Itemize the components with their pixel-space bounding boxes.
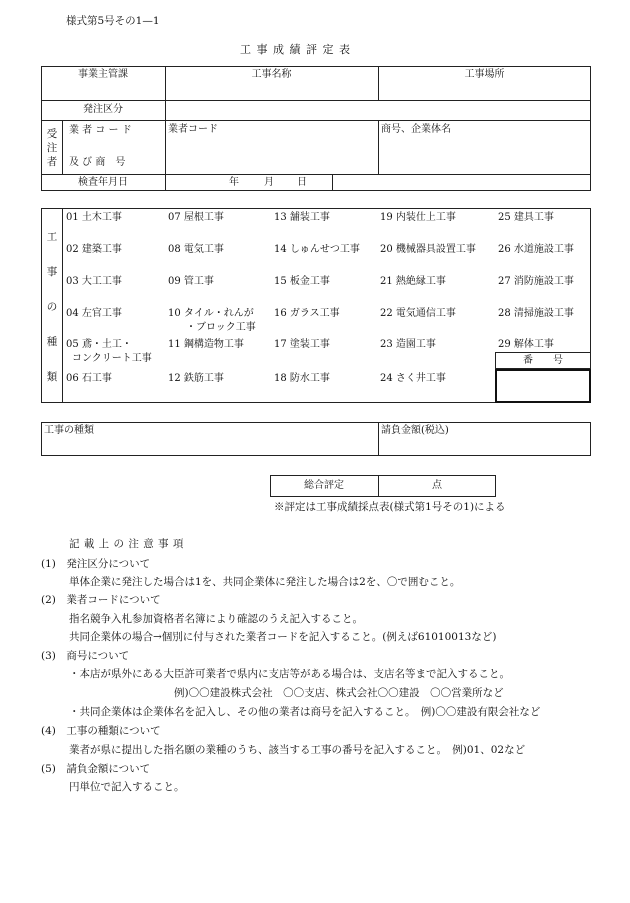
work-item: 28 清掃施設工事 [498, 308, 574, 319]
work-item: 01 土木工事 [66, 212, 122, 223]
work-item: 13 舗装工事 [274, 212, 330, 223]
note-line: 共同企業体の場合→個別に付与された業者コードを記入すること。(例えば61010013など) [69, 631, 497, 643]
inspection-date-label: 検査年月日 [78, 177, 128, 188]
work-item: 15 板金工事 [274, 276, 330, 287]
work-item: 07 屋根工事 [168, 212, 224, 223]
work-item: 14 しゅんせつ工事 [274, 244, 360, 255]
note-line: (4) 工事の種類について [41, 725, 161, 737]
date-month: 月 [264, 177, 274, 188]
date-day: 日 [297, 177, 307, 188]
company-name-field[interactable]: 商号、企業体名 [381, 124, 451, 135]
total-eval-footnote: ※評定は工事成績採点表(様式第1号その1)による [274, 501, 506, 513]
work-item: 06 石工事 [66, 373, 112, 384]
note-line: ・本店が県外にある大臣許可業者で県内に支店等がある場合は、支店名等まで記入すること。 [69, 668, 510, 680]
date-year: 年 [229, 177, 239, 188]
work-item-continuation: コンクリート工事 [72, 353, 152, 364]
contract-amount-label: 請負金額(税込) [381, 425, 449, 436]
note-line: (2) 業者コードについて [41, 594, 161, 606]
work-item: 08 電気工事 [168, 244, 224, 255]
note-line: 円単位で記入すること。 [69, 781, 185, 793]
work-item: 26 水道施設工事 [498, 244, 574, 255]
note-line: (1) 発注区分について [41, 558, 151, 570]
note-line: 業者が県に提出した指名願の業種のうち、該当する工事の番号を記入すること。 例)01、02など [69, 744, 526, 756]
work-item: 24 さく井工事 [380, 373, 446, 384]
work-item: 18 防水工事 [274, 373, 330, 384]
note-line: 指名競争入札参加資格者名簿により確認のうえ記入すること。 [69, 613, 363, 625]
total-eval-label: 総合評定 [304, 480, 344, 491]
number-input[interactable] [495, 369, 591, 403]
work-item: 03 大工工事 [66, 276, 122, 287]
work-item: 04 左官工事 [66, 308, 122, 319]
work-item: 20 機械器具設置工事 [380, 244, 476, 255]
order-type-label: 発注区分 [83, 104, 123, 115]
notes-heading: 記 載 上 の 注 意 事 項 [69, 538, 184, 550]
work-item: 05 鳶・土工・ [66, 339, 132, 350]
note-line: (5) 請負金額について [41, 763, 151, 775]
note-line: 例)〇〇建設株式会社 〇〇支店、株式会社〇〇建設 〇〇営業所など [174, 687, 504, 699]
work-item: 27 消防施設工事 [498, 276, 574, 287]
work-item: 23 造園工事 [380, 339, 436, 350]
header-dept: 事業主管課 [78, 69, 128, 80]
header-work-name: 工事名称 [251, 69, 292, 80]
note-line: (3) 商号について [41, 650, 130, 662]
vendor-code-label: 業 者 コ ー ド [69, 125, 132, 136]
work-item: 21 熱絶縁工事 [380, 276, 446, 287]
total-eval-unit[interactable]: 点 [432, 480, 442, 491]
work-kind-label: 工事の種類 [44, 425, 94, 436]
work-item: 10 タイル・れんが [168, 308, 254, 319]
work-types-vertical-label: 工 [46, 231, 58, 243]
work-item: 02 建築工事 [66, 244, 122, 255]
header-work-place: 工事場所 [464, 69, 505, 80]
work-item: 09 管工事 [168, 276, 214, 287]
work-item: 29 解体工事 [498, 339, 554, 350]
work-item-continuation: ・ブロック工事 [186, 322, 256, 333]
work-item: 11 鋼構造物工事 [168, 339, 244, 350]
work-item: 25 建具工事 [498, 212, 554, 223]
note-line: 単体企業に発注した場合は1を、共同企業体に発注した場合は2を、〇で囲むこと。 [69, 576, 461, 588]
page-title: 工 事 成 績 評 定 表 [240, 43, 351, 56]
note-line: ・共同企業体は企業体名を記入し、その他の業者は商号を記入すること。 例)〇〇建設有限会社など [69, 706, 541, 718]
vendor-code-field[interactable]: 業者コード [168, 124, 218, 135]
work-item: 16 ガラス工事 [274, 308, 340, 319]
work-item: 22 電気通信工事 [380, 308, 456, 319]
form-number: 様式第5号その1—1 [66, 15, 160, 27]
contractor-label: 受 [46, 128, 58, 140]
trade-name-label: 及 び 商 号 [69, 157, 126, 168]
number-label: 番 号 [523, 355, 563, 366]
work-item: 12 鉄筋工事 [168, 373, 224, 384]
work-item: 19 内装仕上工事 [380, 212, 456, 223]
work-item: 17 塗装工事 [274, 339, 330, 350]
